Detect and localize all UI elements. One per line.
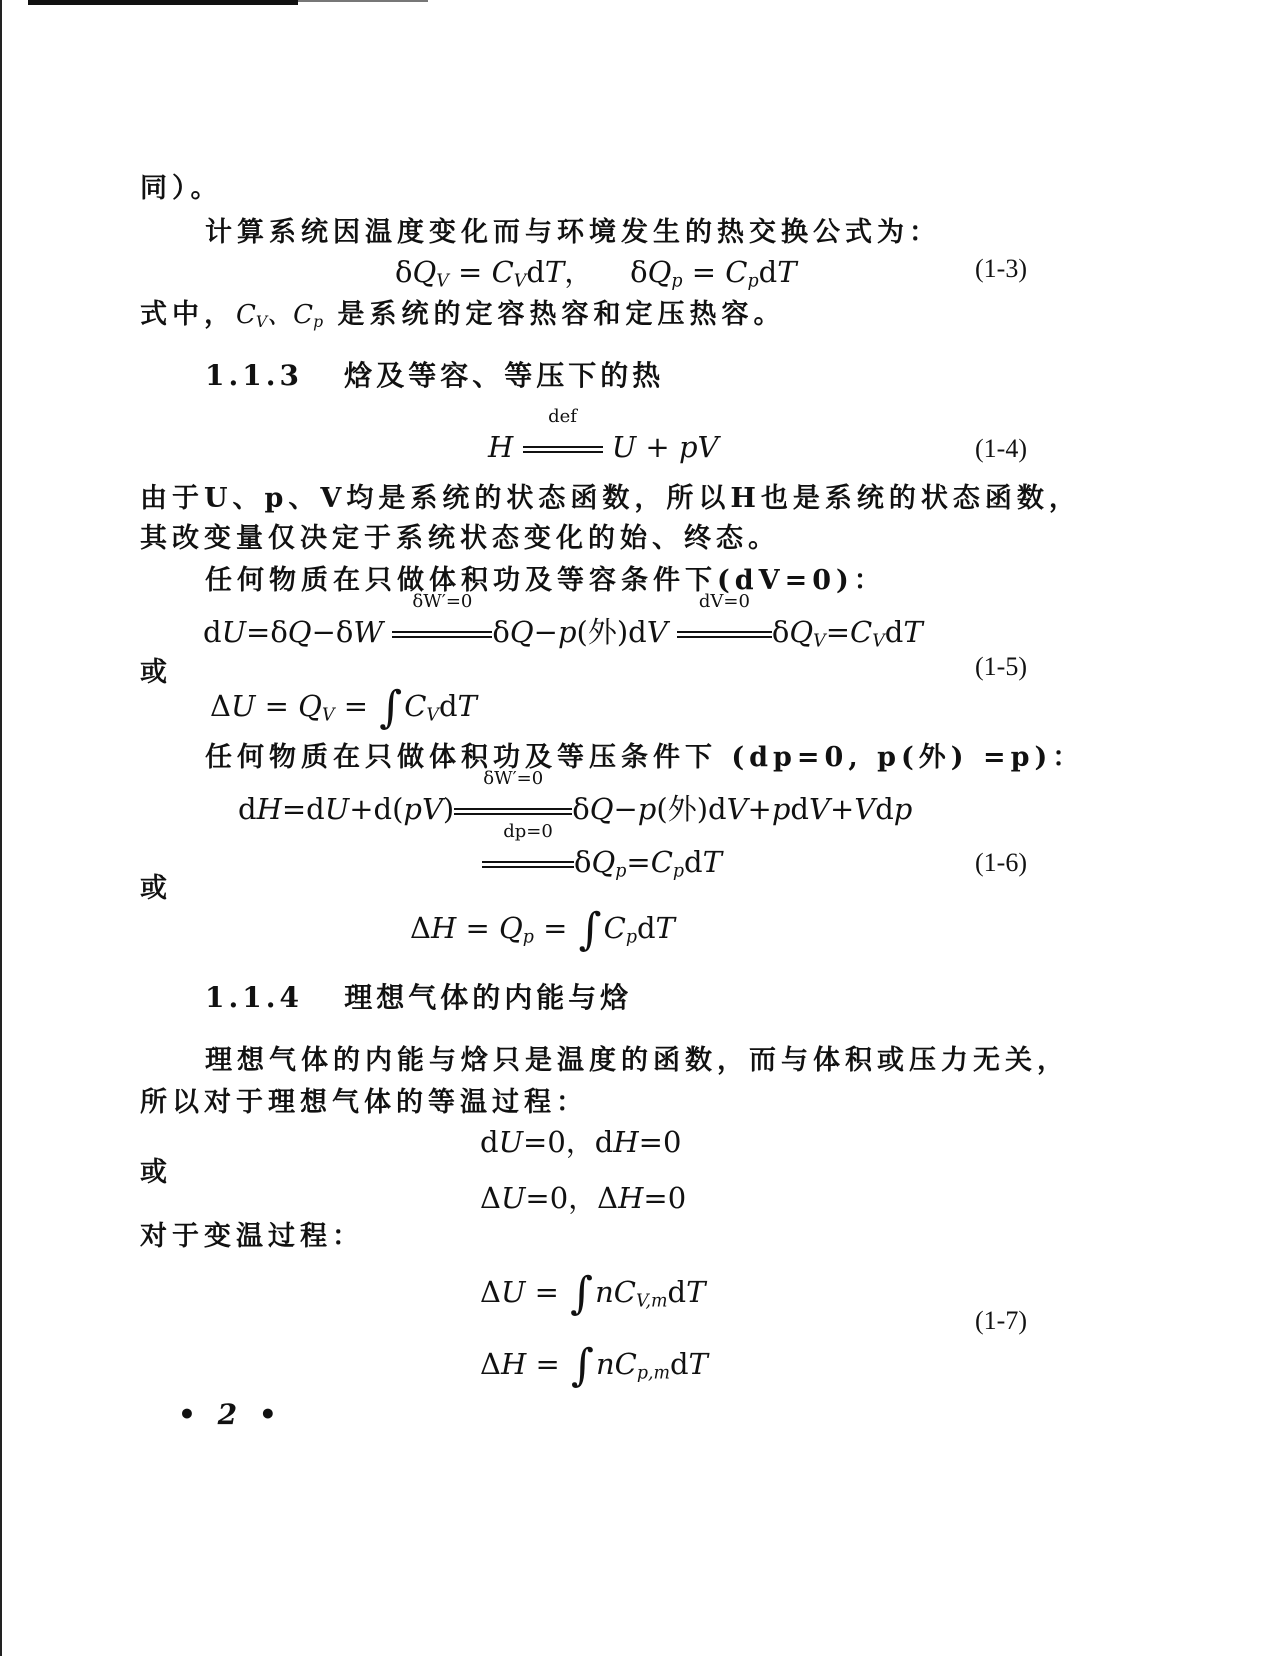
text-or: 或 (140, 657, 172, 688)
equation-1-6c: $\Delta H = Q_p = \int C_pdT$ (410, 904, 675, 955)
text-line: 理想气体的内能与焓只是温度的函数，而与体积或压力无关， (205, 1045, 1069, 1076)
scan-mark (28, 0, 298, 5)
equation-number: (1-5) (975, 652, 1027, 681)
text-line: 任何物质在只做体积功及等容条件下(dV=0)： (205, 565, 886, 596)
section-heading (205, 354, 664, 394)
text-or: 或 (140, 873, 172, 904)
text-or: 或 (140, 1157, 172, 1188)
text-fragment: 是系统的定容热容和定压热容。 (337, 299, 786, 330)
condition-arrow: δW′=0 (392, 615, 492, 649)
text-line: 同）。 (140, 173, 223, 204)
scan-mark (298, 0, 428, 2)
equation-1-4: H def U + pV (488, 406, 719, 464)
section-title: 理想气体的内能与焓 (344, 981, 633, 1014)
def-arrow: def (523, 430, 603, 464)
equation-isothermal-a: dU=0，dH=0 (480, 1125, 682, 1159)
equation-1-5b: $\Delta U = Q_V = \int C_VdT$ (210, 682, 477, 733)
page-left-edge (0, 0, 2, 1656)
condition-arrow: δW′=0 (454, 792, 572, 826)
equation-1-7b: $\Delta H = \int nC_{p,m}dT$ (480, 1340, 708, 1391)
equation-1-6a: dH=dU+d(pV) δW′=0 δQ−p(外)dV+pdV+Vdp (238, 768, 913, 826)
equation-1-6b: dp=0 $\delta Q_p=C_pdT$ (482, 845, 722, 881)
equation-isothermal-b: ΔU=0，ΔH=0 (480, 1181, 687, 1215)
equation-1-3: $\delta Q_V = C_VdT$， $\delta Q_p = C_pdT$ (395, 255, 797, 292)
page-number: • 2 • (178, 1398, 283, 1431)
text-line: 式中，$C_V$、$C_p$ 是系统的定容热容和定压热容。 (140, 299, 786, 331)
equation-number: (1-7) (975, 1306, 1027, 1335)
equation-number: (1-3) (975, 254, 1027, 283)
text-line: 对于变温过程： (140, 1221, 364, 1252)
condition-arrow: dp=0 (482, 845, 574, 879)
equation-number: (1-4) (975, 434, 1027, 463)
text-line: 由于U、p、V均是系统的状态函数，所以H也是系统的状态函数， (140, 483, 1081, 514)
equation-number: (1-6) (975, 848, 1027, 877)
text-fragment: 式中， (140, 299, 236, 330)
text-line: 计算系统因温度变化而与环境发生的热交换公式为： (205, 217, 941, 248)
condition-arrow: dV=0 (677, 615, 772, 649)
equation-1-5a: dU=δQ−δW δW′=0 δQ−p(外)dV dV=0 $\delta Q_V=C_VdT$ (203, 591, 923, 652)
section-number: 1.1.3 (205, 359, 303, 392)
text-line: 任何物质在只做体积功及等压条件下 (dp=0, p(外) =p)： (205, 742, 1085, 773)
text-line: 其改变量仅决定于系统状态变化的始、终态。 (140, 523, 780, 554)
text-line: 所以对于理想气体的等温过程： (140, 1087, 588, 1118)
section-number: 1.1.4 (205, 981, 303, 1014)
section-title: 焓及等容、等压下的热 (344, 359, 665, 392)
equation-1-7a: $\Delta U = \int nC_{V,m}dT$ (480, 1268, 706, 1319)
section-heading (205, 976, 632, 1016)
